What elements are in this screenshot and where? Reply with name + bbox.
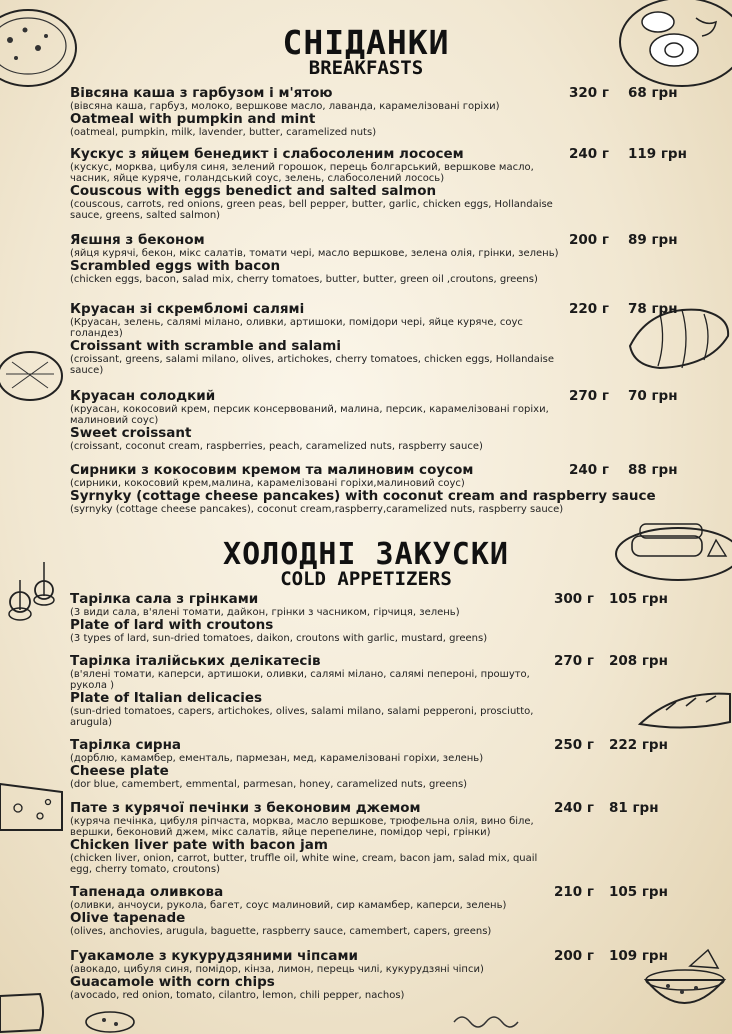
item-weight: 250 г (554, 737, 594, 753)
item-description-en: (chicken liver, onion, carrot, butter, truffle oil, white wine, cream, bacon jam, salad mix, quail egg, cherry tomato, croutons) (70, 853, 538, 875)
item-name-en: Scrambled eggs with bacon (70, 258, 281, 274)
menu-item (70, 884, 668, 937)
cold-appetizers-title (0, 537, 732, 590)
item-price: 105 грн (609, 591, 668, 607)
item-name-ua: Вівсяна каша з гарбузом і м'ятою (70, 85, 333, 101)
baguette-illustration-icon (636, 686, 732, 736)
item-name-ua: Гуакамоле з кукурудзяними чіпсами (70, 948, 358, 964)
item-description-ua: (в'ялені томати, каперси, артишоки, оливки, салямі мілано, салямі пепероні, прошуто, рукола ) (70, 669, 530, 691)
item-weight: 220 г (569, 301, 609, 317)
item-name-en: Syrnyky (cottage cheese pancakes) with coconut cream and raspberry sauce (70, 488, 656, 504)
breakfasts-title (0, 23, 732, 79)
item-description-en: (couscous, carrots, red onions, green peas, bell pepper, butter, garlic, chicken eggs, Hollandaise sauce, greens, salted salmon) (70, 199, 553, 221)
item-description-en: (olives, anchovies, arugula, baguette, raspberry sauce, camembert, capers, greens) (70, 926, 492, 937)
breakfasts-title-en: BREAKFASTS (308, 57, 424, 79)
item-name-ua: Сирники з кокосовим кремом та малиновим соусом (70, 462, 474, 478)
item-name-ua: Тапенада оливкова (70, 884, 224, 900)
cheese-illustration-icon (0, 768, 70, 838)
item-price: 208 грн (609, 653, 668, 669)
cold-appetizers-title-en: COLD APPETIZERS (280, 568, 452, 590)
item-weight: 200 г (569, 232, 609, 248)
cold-appetizers-title-ua: ХОЛОДНІ ЗАКУСКИ (223, 537, 509, 572)
item-description-ua: (авокадо, цибуля синя, помідор, кінза, лимон, перець чилі, кукурудзяні чіпси) (70, 964, 484, 975)
item-description-ua: (сирники, кокосовий крем,малина, карамелізовані горіхи,малиновий соус) (70, 478, 465, 489)
item-weight: 270 г (569, 388, 609, 404)
item-weight: 210 г (554, 884, 594, 900)
item-name-ua: Тарілка сала з грінками (70, 591, 259, 607)
item-price: 89 грн (628, 232, 678, 248)
item-description-en: (sun-dried tomatoes, capers, artichokes, olives, salami milano, salami pepperoni, prosciutto, arugula) (70, 706, 534, 728)
item-description-en: (croissant, coconut cream, raspberries, peach, caramelized nuts, raspberry sauce) (70, 441, 483, 452)
item-price: 78 грн (628, 301, 678, 317)
item-name-ua: Кускус з яйцем бенедикт і слабосоленим лососем (70, 146, 464, 162)
item-name-ua: Яєшня з беконом (70, 232, 205, 248)
item-description-en: (chicken eggs, bacon, salad mix, cherry tomatoes, butter, butter, green oil ,croutons, greens) (70, 274, 538, 285)
item-name-en: Plate of lard with croutons (70, 617, 274, 633)
item-name-en: Guacamole with corn chips (70, 974, 275, 990)
item-weight: 240 г (569, 146, 609, 162)
menu-item (70, 462, 678, 515)
item-weight: 200 г (554, 948, 594, 964)
item-name-ua: Круасан зі скрембломі салямі (70, 301, 305, 317)
item-weight: 320 г (569, 85, 609, 101)
item-name-en: Chicken liver pate with bacon jam (70, 837, 328, 853)
menu-item (70, 653, 668, 728)
menu-item (70, 85, 678, 138)
menu-item (70, 737, 668, 790)
menu-item (70, 146, 687, 221)
item-name-en: Sweet croissant (70, 425, 192, 441)
item-price: 68 грн (628, 85, 678, 101)
item-description-en: (croissant, greens, salami milano, olives, artichokes, cherry tomatoes, chicken eggs, Hollandaise sauce) (70, 354, 555, 376)
bun-illustration-icon (0, 346, 70, 406)
item-description-ua: (Круасан, зелень, салямі мілано, оливки, артишоки, помідори чері, яйце куряче, соус голандез) (70, 317, 523, 339)
item-price: 70 грн (628, 388, 678, 404)
item-price: 222 грн (609, 737, 668, 753)
item-weight: 300 г (554, 591, 594, 607)
item-name-en: Olive tapenade (70, 910, 186, 926)
item-name-en: Plate of Italian delicacies (70, 690, 263, 706)
menu-item (70, 948, 668, 1001)
item-description-ua: (3 види сала, в'ялені томати, дайкон, грінки з часником, гірчиця, зелень) (70, 607, 460, 618)
item-name-ua: Круасан солодкий (70, 388, 216, 404)
ornament-scroll-icon (450, 1010, 530, 1034)
item-price: 88 грн (628, 462, 678, 478)
item-name-en: Oatmeal with pumpkin and mint (70, 111, 316, 127)
breakfasts-title-ua: СНІДАНКИ (282, 23, 450, 62)
item-name-en: Couscous with eggs benedict and salted salmon (70, 183, 437, 199)
item-price: 109 грн (609, 948, 668, 964)
item-description-ua: (куряча печінка, цибуля ріпчаста, морква, масло вершкове, трюфельна олія, вино біле, вершки, беконовий джем, мікс салатів, яйце перепелине, помідор чері, грінки) (70, 816, 534, 838)
item-name-en: Croissant with scramble and salami (70, 338, 341, 354)
item-name-en: Cheese plate (70, 763, 169, 779)
item-description-en: (dor blue, camembert, emmental, parmesan, honey, caramelized nuts, greens) (70, 779, 468, 790)
item-description-ua: (круасан, кокосовий крем, персик консервований, малина, персик, карамелізовані горіхи, малиновий соус) (70, 404, 549, 426)
item-price: 105 грн (609, 884, 668, 900)
item-description-ua: (яйця курячі, бекон, мікс салатів, томати чері, масло вершкове, зелена олія, грінки, зелень) (70, 248, 559, 259)
item-description-en: (3 types of lard, sun-dried tomatoes, daikon, croutons with garlic, mustard, greens) (70, 633, 488, 644)
item-description-ua: (дорблю, камамбер, ементаль, пармезан, мед, карамелізовані горіхи, зелень) (70, 753, 484, 764)
item-name-ua: Тарілка сирна (70, 737, 182, 753)
item-description-ua: (кускус, морква, цибуля синя, зелений горошок, перець болгарський, вершкове масло, часник, яйце куряче, голандський соус, зелень, слабосолений лосось) (70, 162, 534, 184)
menu-item (70, 301, 678, 376)
menu-item (70, 388, 678, 452)
item-price: 81 грн (609, 800, 659, 816)
item-weight: 270 г (554, 653, 594, 669)
item-description-ua: (вівсяна каша, гарбуз, молоко, вершкове масло, лаванда, карамелізовані горіхи) (70, 101, 500, 112)
item-price: 119 грн (628, 146, 687, 162)
menu-item (70, 800, 659, 875)
item-description-en: (oatmeal, pumpkin, milk, lavender, butter, caramelized nuts) (70, 127, 377, 138)
item-name-ua: Пате з курячої печінки з беконовим джемом (70, 800, 421, 816)
item-description-en: (avocado, red onion, tomato, cilantro, lemon, chili pepper, nachos) (70, 990, 405, 1001)
item-description-en: (syrnyky (cottage cheese pancakes), coconut cream,raspberry,caramelized nuts, raspberry sauce) (70, 504, 564, 515)
item-name-ua: Тарілка італійських делікатесів (70, 653, 321, 669)
item-weight: 240 г (569, 462, 609, 478)
menu-item (70, 591, 668, 644)
item-weight: 240 г (554, 800, 594, 816)
menu-item (70, 232, 678, 285)
item-description-ua: (оливки, анчоуси, рукола, багет, соус малиновий, сир камамбер, каперси, зелень) (70, 900, 507, 911)
